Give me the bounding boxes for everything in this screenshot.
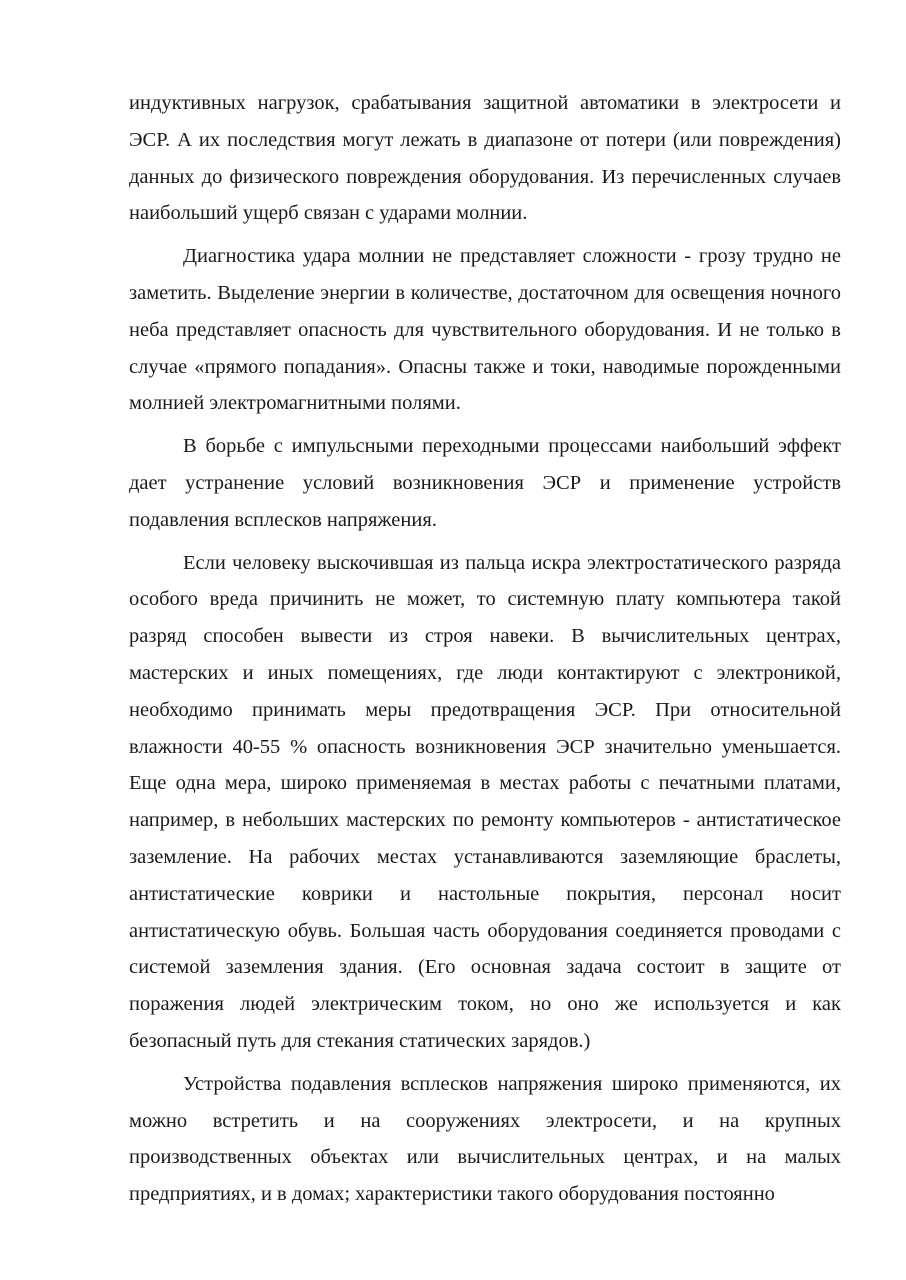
paragraph-3: В борьбе с импульсными переходными процессами наибольший эффект дает устранение условий возникновения ЭСР и применение устройств подавления всплесков напряжения.	[129, 435, 841, 531]
paragraph-1: индуктивных нагрузок, срабатывания защитной автоматики в электросети и ЭСР. А их последствия могут лежать в диапазоне от потери (или повреждения) данных до физического повреждения оборудования. Из перечисленных случаев наибольший ущерб связан с ударами молнии.	[129, 92, 841, 225]
document-body	[129, 85, 841, 1219]
paragraph-5: Устройства подавления всплесков напряжения широко применяются, их можно встретить и на сооружениях электросети, и на крупных производственных объектах или вычислительных центрах, и на малых предприятиях, и в домах; характеристики такого оборудования постоянно	[129, 1072, 841, 1206]
paragraph-4: Если человеку выскочившая из пальца искра электростатического разряда особого вреда причинить не может, то системную плату компьютера такой разряд способен вывести из строя навеки. В вычислительных центрах, мастерских и иных помещениях, где люди контактируют с электроникой, необходимо принимать меры предотвращения ЭСР. При относительной влажности 40-55 % опасность возникновения ЭСР значительно уменьшается. Еще одна мера, широко применяемая в местах работы с печатными платами, например, в небольших мастерских по ремонту компьютеров - антистатическое заземление. На рабочих местах устанавливаются заземляющие браслеты, антистатические коврики и настольные покрытия, персонал носит антистатическую обувь. Большая часть оборудования соединяется проводами с системой заземления здания. (Его основная задача состоит в защите от поражения людей электрическим током, но оно же используется и как безопасный путь для стекания статических зарядов.)	[129, 551, 841, 1052]
paragraph-2: Диагностика удара молнии не представляет сложности - грозу трудно не заметить. Выделение энергии в количестве, достаточном для освещения ночного неба представляет опасность для чувствительного оборудования. И не только в случае «прямого попадания». Опасны также и токи, наводимые порожденными молнией электромагнитными полями.	[129, 245, 841, 415]
